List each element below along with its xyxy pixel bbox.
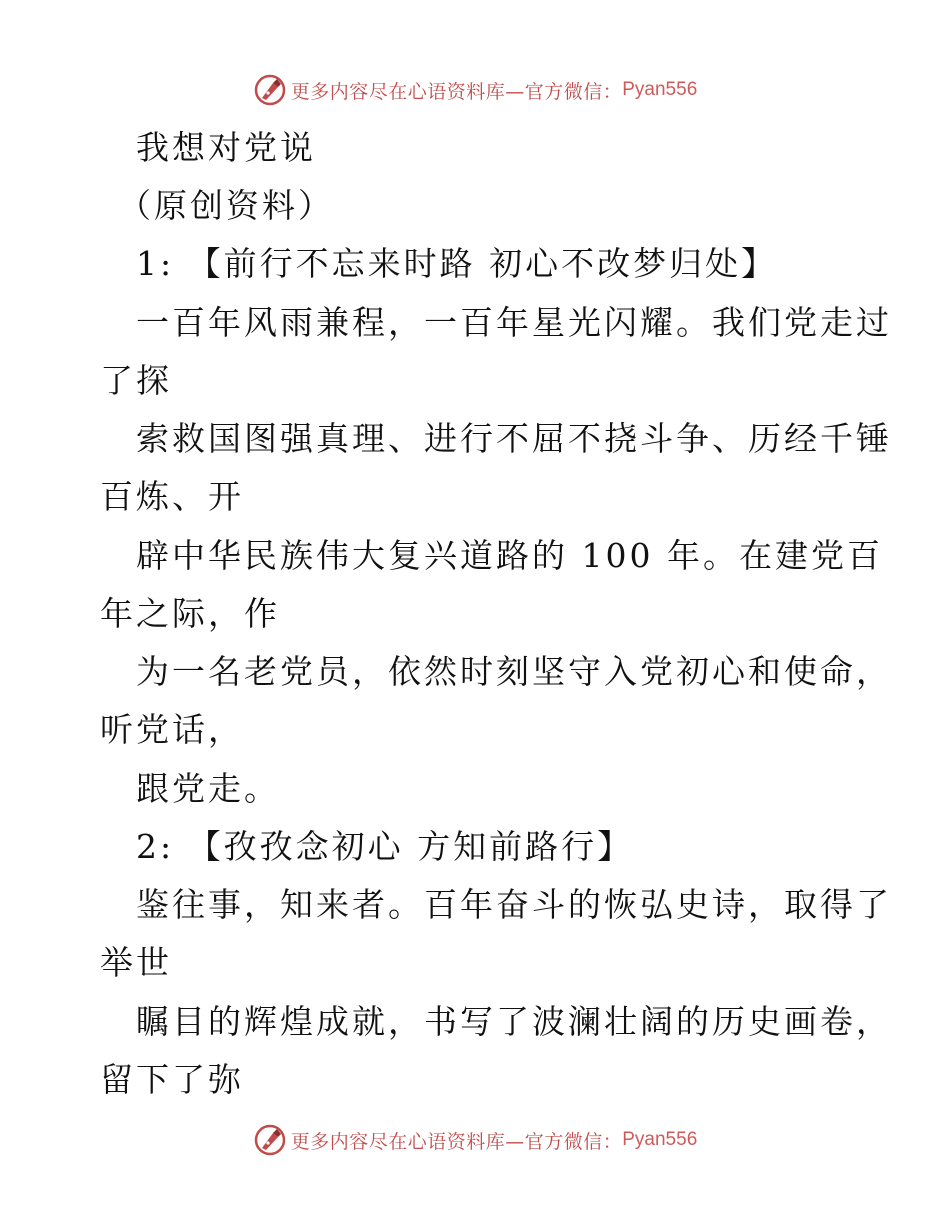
header-watermark bbox=[0, 70, 950, 110]
section-heading-1: 1: 【前行不忘来时路 初心不改梦归处】 bbox=[136, 244, 778, 283]
paragraph-line: 听党话， bbox=[100, 710, 244, 749]
watermark-wechat-id: Pyan556 bbox=[622, 79, 698, 100]
document-title: 我想对党说 bbox=[136, 128, 316, 167]
paragraph-line: 瞩目的辉煌成就，书写了波澜壮阔的历史画卷， bbox=[136, 1002, 892, 1041]
paragraph-line: 百炼、开 bbox=[100, 477, 244, 516]
section-heading-2: 2: 【孜孜念初心 方知前路行】 bbox=[136, 827, 634, 866]
paragraph-line: 一百年风雨兼程，一百年星光闪耀。我们党走过 bbox=[136, 303, 892, 342]
watermark-text: 更多内容尽在心语资料库—官方微信： bbox=[290, 1130, 623, 1153]
paragraph-line: 鉴往事，知来者。百年奋斗的恢弘史诗，取得了 bbox=[136, 885, 892, 924]
paragraph-line: 留下了弥 bbox=[100, 1060, 244, 1099]
paragraph-line: 跟党走。 bbox=[136, 769, 280, 808]
paragraph-line: 索救国图强真理、进行不屈不挠斗争、历经千锤 bbox=[136, 419, 892, 458]
paragraph-line: 年之际，作 bbox=[100, 594, 280, 633]
paragraph-line: 为一名老党员，依然时刻坚守入党初心和使命， bbox=[136, 652, 892, 691]
paragraph-line: 了探 bbox=[100, 361, 172, 400]
watermark-text: 更多内容尽在心语资料库—官方微信： bbox=[290, 80, 623, 103]
pen-nib-circle-icon bbox=[253, 1123, 287, 1157]
paragraph-line: 举世 bbox=[100, 943, 172, 982]
footer-watermark bbox=[0, 1120, 950, 1160]
document-subtitle: （原创资料） bbox=[118, 186, 334, 225]
pen-nib-circle-icon bbox=[253, 73, 287, 107]
paragraph-line: 辟中华民族伟大复兴道路的 100 年。在建党百 bbox=[136, 536, 883, 575]
watermark-wechat-id: Pyan556 bbox=[622, 1129, 698, 1150]
